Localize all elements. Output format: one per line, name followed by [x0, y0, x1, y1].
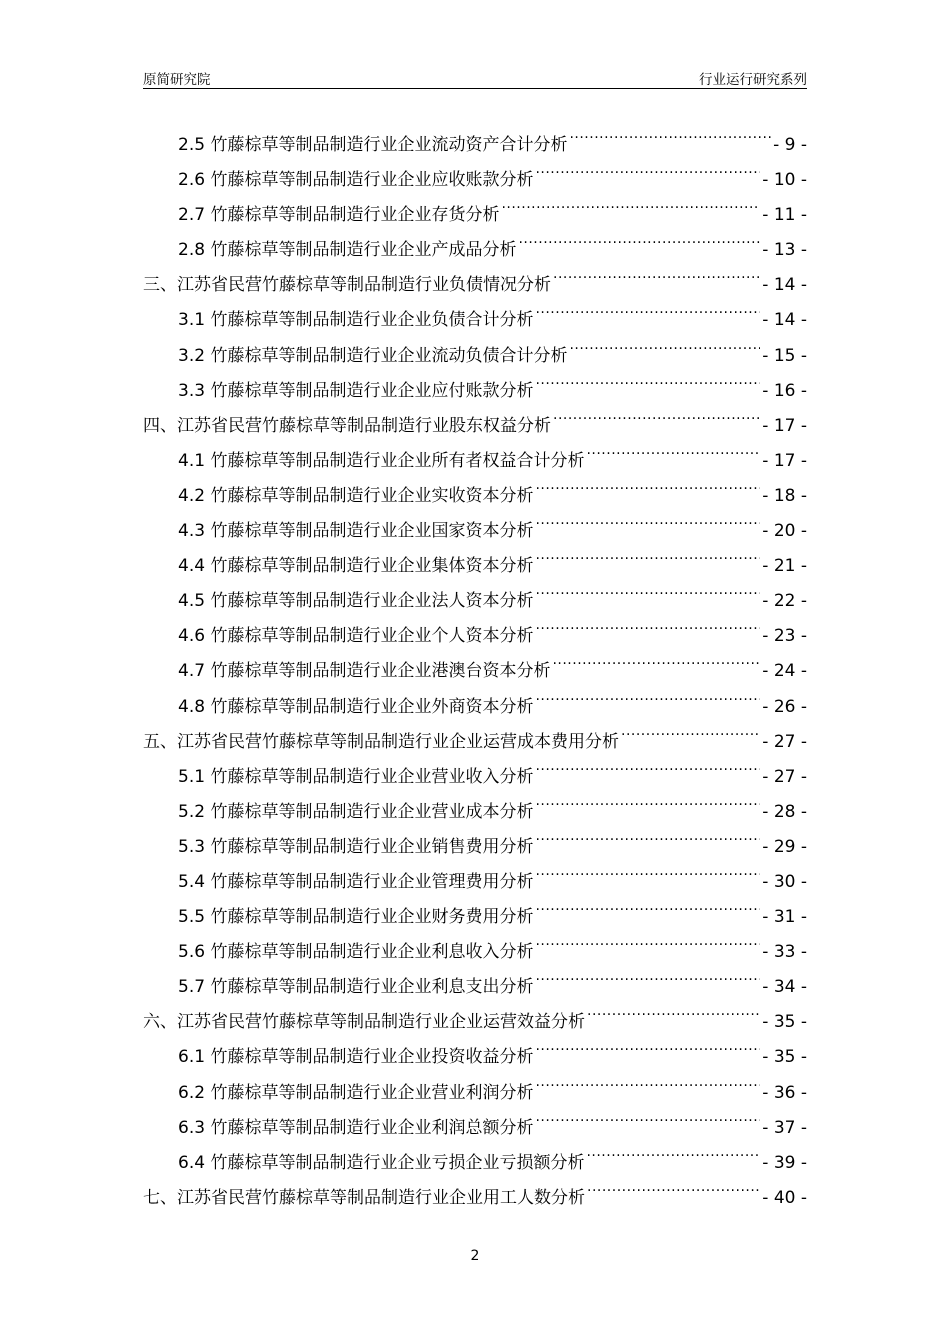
toc-dot-leader	[535, 940, 760, 957]
toc-entry-title: 4.3 竹藤棕草等制品制造行业企业国家资本分析	[178, 521, 534, 542]
toc-entry[interactable]	[143, 374, 807, 409]
toc-entry-page: - 35 -	[762, 1047, 807, 1068]
toc-entry-page: - 15 -	[762, 345, 807, 366]
toc-dot-leader	[552, 659, 760, 676]
toc-entry-title: 四、江苏省民营竹藤棕草等制品制造行业股东权益分析	[143, 415, 551, 436]
toc-dot-leader	[535, 1116, 760, 1133]
toc-entry[interactable]	[143, 1146, 807, 1181]
toc-entry-page: - 14 -	[762, 310, 807, 331]
toc-entry-page: - 37 -	[762, 1117, 807, 1138]
toc-entry-title: 六、江苏省民营竹藤棕草等制品制造行业企业运营效益分析	[143, 1012, 585, 1033]
toc-entry[interactable]	[143, 409, 807, 444]
toc-entry-title: 5.6 竹藤棕草等制品制造行业企业利息收入分析	[178, 942, 534, 963]
toc-entry-title: 5.5 竹藤棕草等制品制造行业企业财务费用分析	[178, 907, 534, 928]
toc-entry[interactable]	[143, 549, 807, 584]
toc-entry-page: - 20 -	[762, 521, 807, 542]
toc-entry[interactable]	[143, 584, 807, 619]
toc-entry-page: - 26 -	[762, 696, 807, 717]
toc-entry-title: 6.2 竹藤棕草等制品制造行业企业营业利润分析	[178, 1082, 534, 1103]
toc-entry-page: - 36 -	[762, 1082, 807, 1103]
toc-entry-title: 3.1 竹藤棕草等制品制造行业企业负债合计分析	[178, 310, 534, 331]
toc-entry-page: - 39 -	[762, 1152, 807, 1173]
toc-entry-page: - 9 -	[773, 135, 807, 155]
toc-entry[interactable]	[143, 163, 807, 198]
toc-dot-leader	[535, 975, 760, 992]
toc-entry-page: - 28 -	[762, 801, 807, 822]
toc-entry-title: 5.2 竹藤棕草等制品制造行业企业营业成本分析	[178, 801, 534, 822]
toc-entry-title: 5.7 竹藤棕草等制品制造行业企业利息支出分析	[178, 977, 534, 998]
toc-entry-title: 4.7 竹藤棕草等制品制造行业企业港澳台资本分析	[178, 661, 551, 682]
toc-dot-leader	[518, 238, 760, 255]
toc-entry[interactable]	[143, 514, 807, 549]
toc-dot-leader	[535, 870, 760, 887]
toc-entry-title: 3.3 竹藤棕草等制品制造行业企业应付账款分析	[178, 380, 534, 401]
toc-entry-title: 4.2 竹藤棕草等制品制造行业企业实收资本分析	[178, 485, 534, 506]
toc-dot-leader	[569, 133, 771, 150]
toc-entry[interactable]	[143, 1005, 807, 1040]
toc-dot-leader	[535, 1081, 760, 1098]
toc-entry-title: 2.7 竹藤棕草等制品制造行业企业存货分析	[178, 205, 500, 226]
page-number: 2	[470, 1248, 480, 1264]
toc-entry[interactable]	[143, 233, 807, 268]
toc-dot-leader	[535, 1045, 760, 1062]
toc-dot-leader	[535, 800, 760, 817]
toc-entry-title: 5.3 竹藤棕草等制品制造行业企业销售费用分析	[178, 836, 534, 857]
toc-dot-leader	[621, 730, 760, 747]
toc-entry[interactable]	[143, 1076, 807, 1111]
toc-entry-page: - 31 -	[762, 907, 807, 928]
toc-entry-title: 5.1 竹藤棕草等制品制造行业企业营业收入分析	[178, 766, 534, 787]
toc-dot-leader	[586, 1151, 760, 1168]
toc-entry[interactable]	[143, 198, 807, 233]
toc-entry-title: 3.2 竹藤棕草等制品制造行业企业流动负债合计分析	[178, 345, 568, 366]
toc-entry-title: 5.4 竹藤棕草等制品制造行业企业管理费用分析	[178, 871, 534, 892]
toc-entry-title: 6.1 竹藤棕草等制品制造行业企业投资收益分析	[178, 1047, 534, 1068]
toc-dot-leader	[535, 589, 760, 606]
toc-entry-title: 2.5 竹藤棕草等制品制造行业企业流动资产合计分析	[178, 135, 568, 155]
toc-entry-title: 2.6 竹藤棕草等制品制造行业企业应收账款分析	[178, 170, 534, 191]
toc-entry[interactable]	[143, 444, 807, 479]
toc-entry-page: - 33 -	[762, 942, 807, 963]
toc-entry-title: 4.8 竹藤棕草等制品制造行业企业外商资本分析	[178, 696, 534, 717]
toc-dot-leader	[553, 273, 760, 290]
toc-dot-leader	[535, 835, 760, 852]
toc-entry-page: - 27 -	[762, 766, 807, 787]
toc-entry[interactable]	[143, 268, 807, 303]
toc-entry[interactable]	[143, 690, 807, 725]
toc-dot-leader	[535, 554, 760, 571]
toc-dot-leader	[535, 168, 760, 185]
toc-dot-leader	[587, 1186, 760, 1203]
toc-dot-leader	[535, 308, 760, 325]
toc-entry-page: - 13 -	[762, 240, 807, 261]
page-header	[143, 66, 807, 89]
toc-entry-title: 4.6 竹藤棕草等制品制造行业企业个人资本分析	[178, 626, 534, 647]
toc-entry-page: - 40 -	[762, 1187, 807, 1208]
toc-dot-leader	[569, 344, 760, 361]
toc-entry-page: - 34 -	[762, 977, 807, 998]
toc-entry[interactable]	[143, 479, 807, 514]
toc-entry-title: 2.8 竹藤棕草等制品制造行业企业产成品分析	[178, 240, 517, 261]
toc-entry[interactable]	[143, 865, 807, 900]
toc-entry-title: 4.4 竹藤棕草等制品制造行业企业集体资本分析	[178, 556, 534, 577]
toc-entry-title: 6.4 竹藤棕草等制品制造行业企业亏损企业亏损额分析	[178, 1152, 585, 1173]
toc-entry-page: - 11 -	[762, 205, 807, 226]
toc-entry-page: - 24 -	[762, 661, 807, 682]
toc-entry[interactable]	[143, 303, 807, 338]
toc-entry-title: 三、江苏省民营竹藤棕草等制品制造行业负债情况分析	[143, 275, 551, 296]
table-of-contents	[143, 128, 807, 1216]
toc-entry[interactable]	[143, 1111, 807, 1146]
toc-entry[interactable]	[143, 760, 807, 795]
toc-entry-title: 五、江苏省民营竹藤棕草等制品制造行业企业运营成本费用分析	[143, 731, 619, 752]
toc-entry[interactable]	[143, 128, 807, 163]
toc-entry-page: - 27 -	[762, 731, 807, 752]
toc-entry[interactable]	[143, 1181, 807, 1216]
toc-entry-page: - 16 -	[762, 380, 807, 401]
toc-dot-leader	[535, 519, 760, 536]
header-publisher: 原简研究院	[143, 72, 211, 88]
toc-entry[interactable]	[143, 725, 807, 760]
toc-entry-page: - 23 -	[762, 626, 807, 647]
toc-entry-title: 4.1 竹藤棕草等制品制造行业企业所有者权益合计分析	[178, 450, 585, 471]
header-series: 行业运行研究系列	[699, 72, 807, 88]
toc-entry[interactable]	[143, 654, 807, 689]
toc-entry-title: 七、江苏省民营竹藤棕草等制品制造行业企业用工人数分析	[143, 1187, 585, 1208]
toc-dot-leader	[535, 695, 760, 712]
toc-entry-page: - 22 -	[762, 591, 807, 612]
toc-entry-page: - 10 -	[762, 170, 807, 191]
toc-entry-title: 4.5 竹藤棕草等制品制造行业企业法人资本分析	[178, 591, 534, 612]
toc-dot-leader	[553, 414, 760, 431]
toc-entry[interactable]	[143, 795, 807, 830]
toc-dot-leader	[586, 449, 760, 466]
toc-dot-leader	[535, 379, 760, 396]
toc-entry-page: - 17 -	[762, 450, 807, 471]
toc-entry-page: - 29 -	[762, 836, 807, 857]
toc-dot-leader	[535, 765, 760, 782]
toc-entry-page: - 18 -	[762, 485, 807, 506]
toc-entry[interactable]	[143, 619, 807, 654]
toc-entry[interactable]	[143, 900, 807, 935]
toc-entry[interactable]	[143, 830, 807, 865]
toc-dot-leader	[535, 484, 760, 501]
toc-entry[interactable]	[143, 339, 807, 374]
toc-dot-leader	[587, 1010, 760, 1027]
toc-entry[interactable]	[143, 970, 807, 1005]
toc-dot-leader	[535, 624, 760, 641]
toc-entry-title: 6.3 竹藤棕草等制品制造行业企业利润总额分析	[178, 1117, 534, 1138]
toc-entry[interactable]	[143, 1040, 807, 1075]
toc-entry-page: - 35 -	[762, 1012, 807, 1033]
toc-entry-page: - 21 -	[762, 556, 807, 577]
toc-dot-leader	[501, 203, 760, 220]
toc-entry-page: - 14 -	[762, 275, 807, 296]
toc-entry-page: - 17 -	[762, 415, 807, 436]
toc-dot-leader	[535, 905, 760, 922]
toc-entry-page: - 30 -	[762, 871, 807, 892]
toc-entry[interactable]	[143, 935, 807, 970]
